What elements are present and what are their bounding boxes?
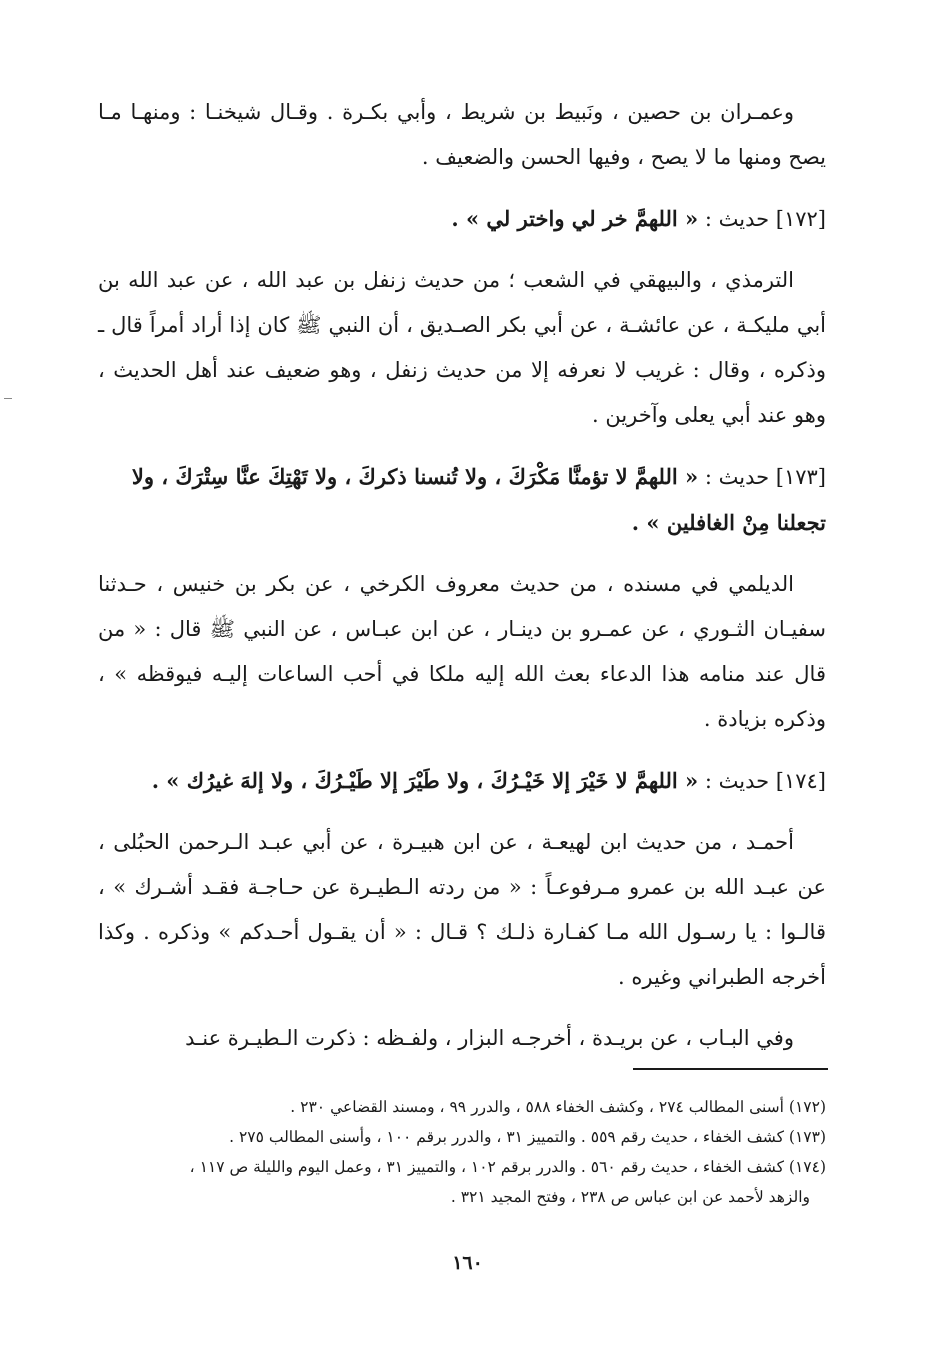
hadith-heading-173 xyxy=(98,454,826,546)
footnote-divider xyxy=(633,1068,828,1070)
hadith-text-173: « اللهمَّ لا تؤمنَّا مَكْرَكَ ، ولا تُنسنا ذكركَ ، ولا تَهْتِكَ عنَّا سِتْرَكَ ، ولا تجعلنا مِنْ الغافلين » . xyxy=(131,464,826,535)
hadith-text-174: « اللهمَّ لا خَيْرَ إلا خَيْـرُكَ ، ولا طَيْرَ إلا طَيْـرُكَ ، ولا إلهَ غيرُك » . xyxy=(151,768,699,793)
paragraph-4: أحمـد ، من حديث ابن لهيعـة ، عن ابن هبيـرة ، عن أبي عبـد الـرحمن الحبُلى ، عن عبـد الله بن عمرو مـرفوعـاً : « من ردته الـطيـرة عن حـاجـة فقـد أشـرك » ، قالـوا : يا رسـول الله مـا كفـارة ذلـك ؟ قـال : « أن يقـول أحـدكم » وذكره . وكذا أخرجه الطبراني وغيره . xyxy=(98,830,826,989)
page-number: ١٦٠ xyxy=(452,1252,483,1274)
page-body xyxy=(98,90,826,1061)
hadith-number-174: [١٧٤] حديث : xyxy=(704,769,826,793)
hadith-text-172: « اللهمَّ خر لي واختر لي » . xyxy=(451,206,699,231)
hadith-heading-174 xyxy=(98,758,826,804)
footnote-174: (١٧٤) كشف الخفاء ، حديث رقم ٥٦٠ . والدرر برقم ١٠٢ ، والتمييز ٣١ ، وعمل اليوم والليلة ص ١١٧ ، xyxy=(189,1158,826,1176)
spacer xyxy=(98,438,826,454)
paragraph-1: وعمـران بن حصين ، ونَبيط بن شريط ، وأبي بكـرة . وقـال شيخنـا : ومنهـا مـا يصح ومنها ما لا يصح ، وفيها الحسن والضعيف . xyxy=(98,100,826,169)
footnote-173: (١٧٣) كشف الخفاء ، حديث رقم ٥٥٩ . والتمييز ٣١ ، والدرر برقم ١٠٠ ، وأسنى المطالب ٢٧٥ . xyxy=(229,1128,826,1146)
hadith-heading-172 xyxy=(98,196,826,242)
footnotes xyxy=(98,1092,826,1212)
spacer xyxy=(98,180,826,196)
footnote-172: (١٧٢) أسنى المطالب ٢٧٤ ، وكشف الخفاء ٥٨٨ ، والدرر ٩٩ ، ومسند القضاعي ٢٣٠ . xyxy=(290,1098,826,1116)
footnote-174-continuation: والزهد لأحمد عن ابن عباس ص ٢٣٨ ، وفتح المجيد ٣٢١ . xyxy=(450,1188,810,1206)
spacer xyxy=(98,804,826,820)
spacer xyxy=(98,546,826,562)
spacer xyxy=(98,242,826,258)
hadith-number-173: [١٧٣] حديث : xyxy=(704,465,826,489)
hadith-number-172: [١٧٢] حديث : xyxy=(704,207,826,231)
margin-mark xyxy=(4,398,12,399)
paragraph-5: وفي البـاب ، عن بريـدة ، أخرجـه البزار ، ولفـظه : ذكرت الـطيـرة عنـد xyxy=(185,1026,794,1050)
spacer xyxy=(98,1000,826,1016)
paragraph-2: الترمذي ، والبيهقي في الشعب ؛ من حديث زنفل بن عبد الله ، عن عبد الله بن أبي مليكـة ، عن عائشـة ، عن أبي بكر الصـديق ، أن النبي ﷺ كان إذا أراد أمراً قال ـ وذكره ، وقال : غريب لا نعرفه إلا من حديث زنفل ، وهو ضعيف عند أهل الحديث ، وهو عند أبي يعلى وآخرين . xyxy=(98,268,826,427)
paragraph-3: الديلمي في مسنده ، من حديث معروف الكرخي ، عن بكر بن خنيس ، حـدثنا سفيـان الثـوري ، عن عمـرو بن دينـار ، عن ابن عبـاس ، عن النبي ﷺ قال : « من قال عند منامه هذا الدعاء بعث الله إليه ملكا في أحب الساعات إليـه فيوقظه » ، وذكره بزيادة . xyxy=(98,572,826,731)
spacer xyxy=(98,742,826,758)
